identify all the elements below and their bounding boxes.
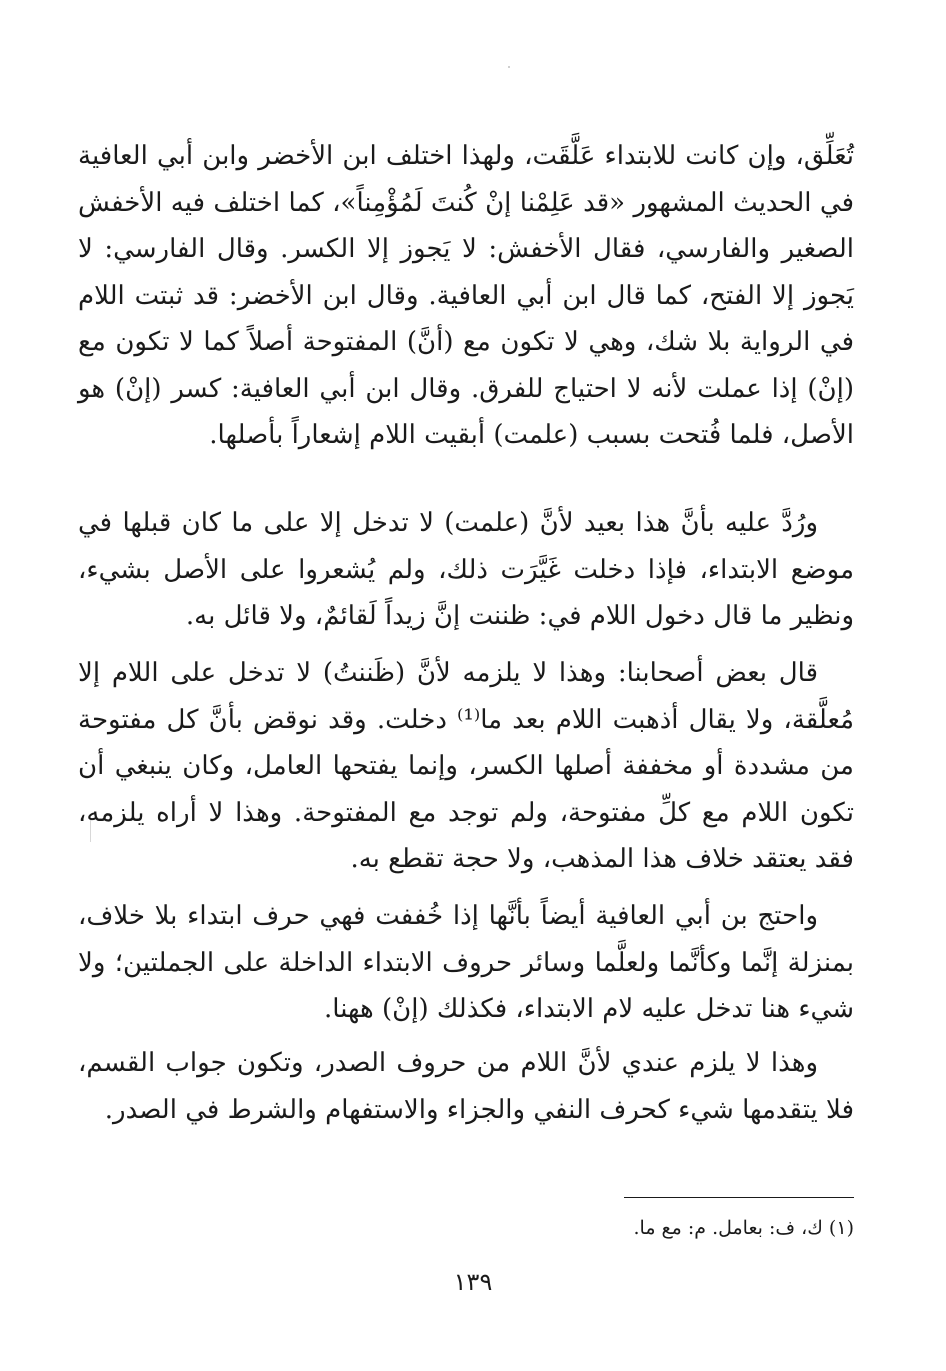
paragraph-1: تُعَلِّق، وإن كانت للابتداء عَلَّقَت، ولهذا اختلف ابن الأخضر وابن أبي العافية في الحديث المشهور «قد عَلِمْنا إنْ كُنتَ لَمُؤْمِناً»، كما اختلف فيه الأخفش الصغير والفارسي، فقال الأخفش: لا يَجوز إلا الكسر. وقال الفارسي: لا يَجوز إلا الفتح، كما قال ابن أبي العافية. وقال ابن الأخضر: قد ثبتت اللام في الرواية بلا شك، وهي لا تكون مع (أنَّ) المفتوحة أصلاً كما لا تكون مع (إنْ) إذا عملت لأنه لا احتياج للفرق. وقال ابن أبي العافية: كسر (إنْ) هو الأصل، فلما فُتحت بسبب (علمت) أبقيت اللام إشعاراً بأصلها. <box>78 141 854 450</box>
footnote-divider <box>624 1197 854 1198</box>
paragraph-3: قال بعض أصحابنا: وهذا لا يلزمه لأنَّ (ظَننتُ) لا تدخل على اللام إلا مُعلَّقة، ولا يقال أذهبت اللام بعد ما⁽¹⁾ دخلت. وقد نوقض بأنَّ كل مفتوحة من مشددة أو مخففة أصلها الكسر، وإنما يفتحها العامل، وكان ينبغي أن تكون اللام مع كلِّ مفتوحة، ولم توجد مع المفتوحة. وهذا لا أراه يلزمه، فقد يعتقد خلاف هذا المذهب، ولا حجة تقطع به. <box>78 658 854 874</box>
paragraph-5: وهذا لا يلزم عندي لأنَّ اللام من حروف الصدر، وتكون جواب القسم، فلا يتقدمها شيء كحرف النفي والجزاء والاستفهام والشرط في الصدر. <box>78 1048 854 1125</box>
body-text-block-2 <box>78 500 854 640</box>
paragraph-4: واحتج بن أبي العافية أيضاً بأنَّها إذا خُففت فهي حرف ابتداء بلا خلاف، بمنزلة إنَّما وكأنَّما ولعلَّما وسائر حروف الابتداء الداخلة على الجملتين؛ ولا شيء هنا تدخل عليه لام الابتداء، فكذلك (إنْ) ههنا. <box>78 901 854 1024</box>
body-text-block-3 <box>78 650 854 883</box>
body-text-block-4 <box>78 893 854 1033</box>
body-text-block-5 <box>78 1040 854 1133</box>
page-number: ١٣٩ <box>453 1268 493 1296</box>
scan-speck <box>508 66 510 68</box>
paragraph-2: ورُدَّ عليه بأنَّ هذا بعيد لأنَّ (علمت) لا تدخل إلا على ما كان قبلها في موضع الابتداء، فإذا دخلت غَيَّرَت ذلك، ولم يُشعروا على الأصل بشيء، ونظير ما قال دخول اللام في: ظننت إنَّ زيداً لَقائمٌ، ولا قائل به. <box>78 508 854 631</box>
footnote: (١) ك، ف: بعامل. م: مع ما. <box>633 1217 854 1239</box>
body-text-block-1 <box>78 133 854 459</box>
